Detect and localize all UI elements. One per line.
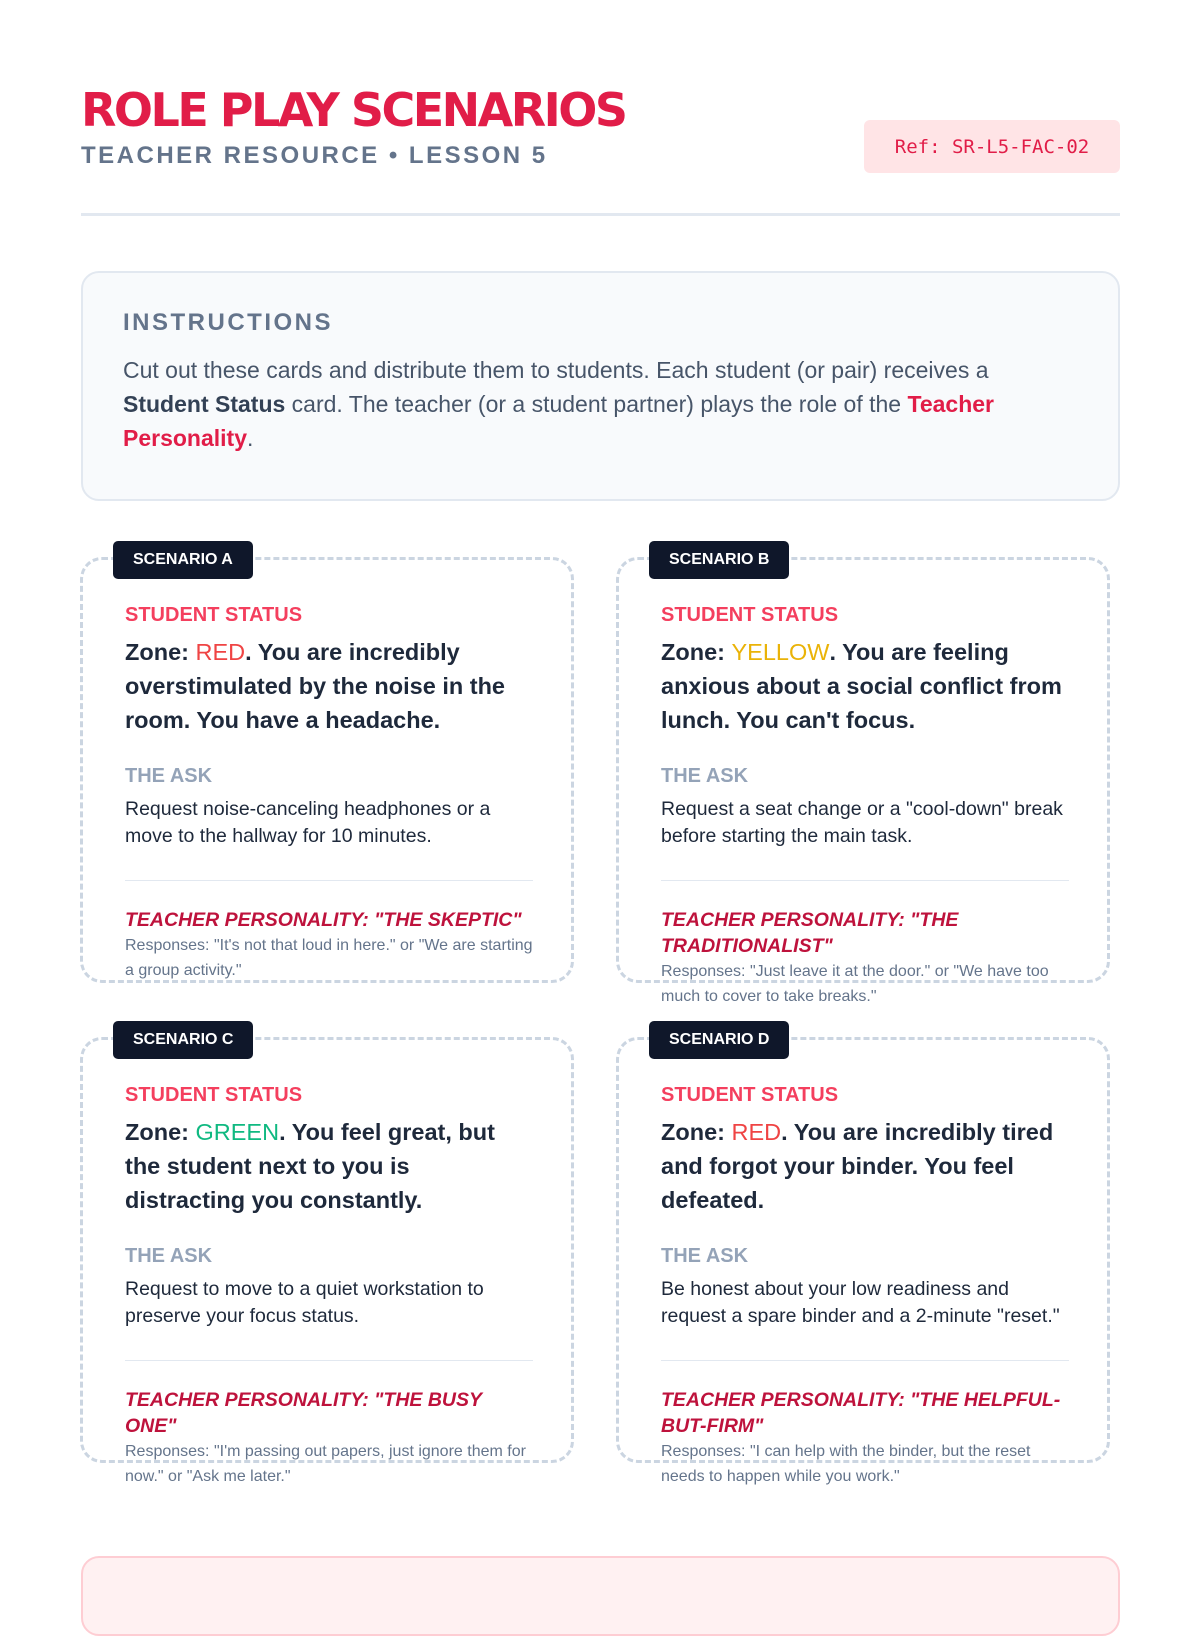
the-ask-text: Be honest about your low readiness and request a spare binder and a 2-minute "reset." — [661, 1278, 1060, 1327]
page-header — [81, 80, 1120, 216]
page-subtitle: TEACHER RESOURCE • LESSON 5 — [81, 142, 548, 169]
card-divider — [125, 1360, 533, 1361]
instructions-text-part: Cut out these cards and distribute them to students. Each student (or pair) receives a — [123, 357, 989, 383]
instructions-box — [81, 271, 1120, 501]
student-status-label: STUDENT STATUS — [661, 1084, 839, 1106]
the-ask-text: Request a seat change or a "cool-down" break before starting the main task. — [661, 798, 1063, 847]
instructions-text-part: card. The teacher (or a student partner) plays the role of the — [285, 391, 908, 417]
student-status-label: STUDENT STATUS — [661, 604, 839, 626]
zone-value: RED — [731, 1119, 782, 1145]
instructions-emphasis-teacher-personality: Teacher Personality — [123, 391, 994, 451]
teacher-responses: Responses: "I can help with the binder, but the reset needs to happen while you work." — [661, 1443, 1031, 1485]
the-ask-text: Request to move to a quiet workstation to preserve your focus status. — [125, 1278, 484, 1327]
status-description: . You are incredibly overstimulated by the noise in the room. You have a headache. — [125, 639, 505, 733]
status-description: . You are incredibly tired and forgot your binder. You feel defeated. — [661, 1119, 1054, 1213]
card-divider — [125, 880, 533, 881]
teacher-responses: Responses: "Just leave it at the door." or "We have too much to cover to take breaks." — [661, 963, 1049, 1005]
teacher-responses: Responses: "I'm passing out papers, just ignore them for now." or "Ask me later." — [125, 1443, 526, 1485]
bottom-note-box — [81, 1556, 1120, 1636]
scenario-card-d — [616, 1031, 1110, 1485]
zone-value: RED — [195, 639, 246, 665]
card-divider — [661, 1360, 1069, 1361]
scenario-card-a — [80, 551, 574, 983]
student-status-text — [125, 1115, 533, 1217]
card-divider — [661, 880, 1069, 881]
the-ask-label: THE ASK — [661, 1245, 749, 1267]
reference-badge: Ref: SR-L5-FAC-02 — [864, 120, 1120, 173]
scenario-tag: SCENARIO D — [649, 1021, 789, 1059]
student-status-text — [125, 635, 533, 737]
teacher-personality-label: TEACHER PERSONALITY: "THE HELPFUL-BUT-FIRM" — [661, 1389, 1061, 1437]
zone-value: YELLOW — [731, 639, 830, 665]
instructions-text-part: . — [247, 425, 254, 451]
scenario-card-b — [616, 551, 1110, 1005]
student-status-label: STUDENT STATUS — [125, 1084, 303, 1106]
zone-prefix: Zone: — [125, 1119, 196, 1145]
zone-prefix: Zone: — [125, 639, 196, 665]
status-description: . You feel great, but the student next to you is distracting you constantly. — [125, 1119, 495, 1213]
scenario-tag: SCENARIO C — [113, 1021, 253, 1059]
the-ask-label: THE ASK — [125, 765, 213, 787]
student-status-text — [661, 635, 1069, 737]
page-title: ROLE PLAY SCENARIOS — [81, 83, 626, 137]
the-ask-text: Request noise-canceling headphones or a move to the hallway for 10 minutes. — [125, 798, 491, 847]
instructions-heading: INSTRUCTIONS — [123, 309, 333, 336]
instructions-emphasis-student-status: Student Status — [123, 391, 286, 417]
the-ask-label: THE ASK — [125, 1245, 213, 1267]
zone-prefix: Zone: — [661, 1119, 732, 1145]
teacher-responses: Responses: "It's not that loud in here." or "We are starting a group activity." — [125, 937, 533, 979]
instructions-text — [123, 353, 1078, 455]
student-status-text — [661, 1115, 1069, 1217]
zone-value: GREEN — [195, 1119, 280, 1145]
student-status-label: STUDENT STATUS — [125, 604, 303, 626]
teacher-personality-label: TEACHER PERSONALITY: "THE SKEPTIC" — [125, 909, 522, 931]
teacher-personality-label: TEACHER PERSONALITY: "THE TRADITIONALIST" — [661, 909, 959, 957]
status-description: . You are feeling anxious about a social conflict from lunch. You can't focus. — [661, 639, 1062, 733]
scenario-tag: SCENARIO A — [113, 541, 253, 579]
scenario-card-c — [80, 1031, 574, 1485]
zone-prefix: Zone: — [661, 639, 732, 665]
teacher-personality-label: TEACHER PERSONALITY: "THE BUSY ONE" — [125, 1389, 482, 1437]
the-ask-label: THE ASK — [661, 765, 749, 787]
scenario-tag: SCENARIO B — [649, 541, 789, 579]
